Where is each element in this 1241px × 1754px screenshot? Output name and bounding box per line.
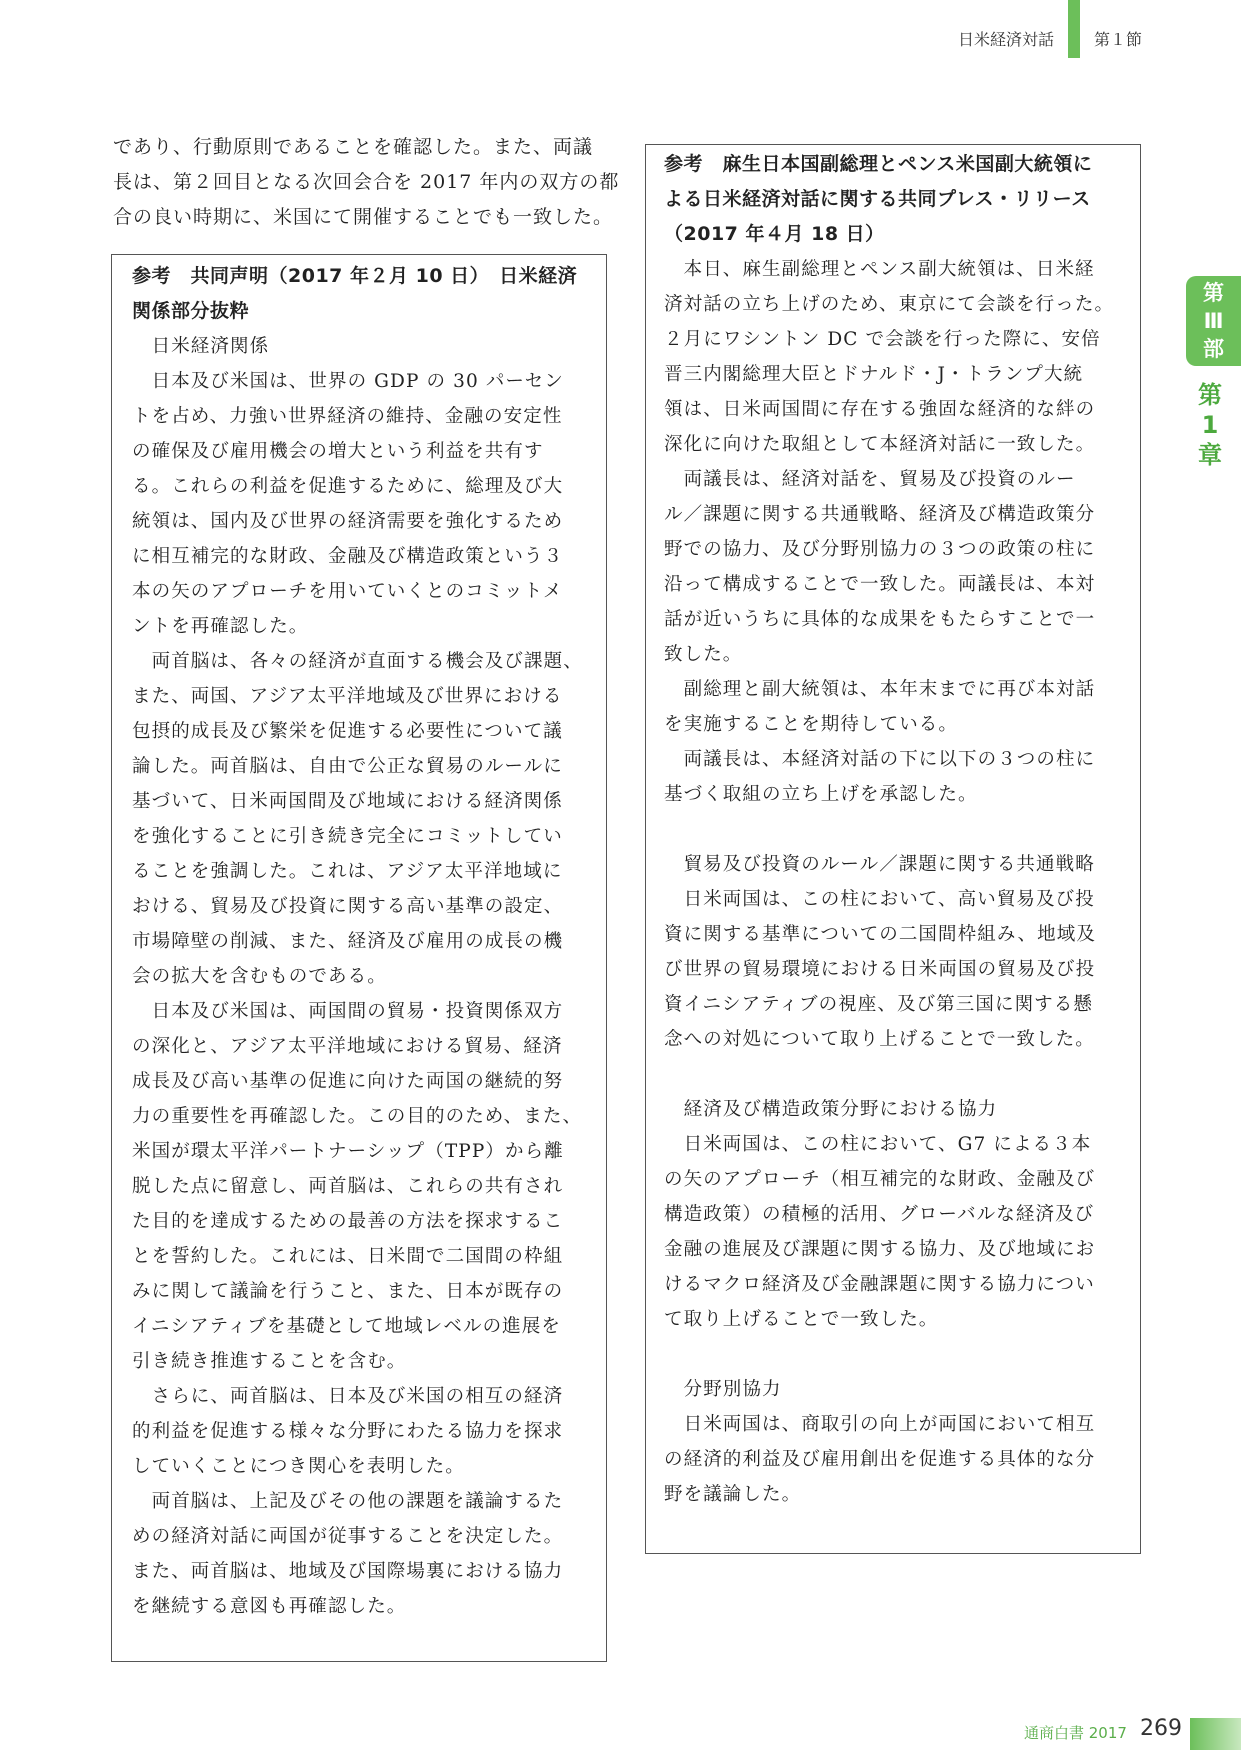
reference-box-joint-statement bbox=[111, 254, 607, 1662]
footer-publication-label: 通商白書 2017 bbox=[1024, 1724, 1127, 1742]
box-text-line: おける、貿易及び投資に関する高い基準の設定、 bbox=[132, 896, 564, 917]
box-text-line: 深化に向けた取組として本経済対話に一致した。 bbox=[664, 434, 1096, 455]
box-text-line: 基づく取組の立ち上げを承認した。 bbox=[664, 784, 978, 805]
box-text-line: 沿って構成することで一致した。両議長は、本対 bbox=[664, 574, 1096, 595]
box-text-line: の深化と、アジア太平洋地域における貿易、経済 bbox=[132, 1036, 563, 1057]
box-title-line: （2017 年４月 18 日） bbox=[664, 223, 885, 245]
box-title-line: 参考 麻生日本国副総理とペンス米国副大統領に bbox=[664, 153, 1093, 175]
box-text-line: る。これらの利益を促進するために、総理及び大 bbox=[132, 476, 564, 497]
box-text-line: 的利益を促進する様々な分野にわたる協力を探求 bbox=[132, 1421, 564, 1442]
box-text-line: ル／課題に関する共通戦略、経済及び構造政策分 bbox=[664, 504, 1096, 525]
box-text-line: 日本及び米国は、両国間の貿易・投資関係双方 bbox=[132, 1001, 564, 1022]
box-text-line: していくことにつき関心を表明した。 bbox=[132, 1456, 465, 1477]
chapter-label-char: 章 bbox=[1198, 441, 1222, 469]
box-text-line: 野を議論した。 bbox=[664, 1484, 802, 1505]
box-text-line: また、両国、アジア太平洋地域及び世界における bbox=[132, 686, 563, 707]
box-text-line: 日米両国は、この柱において、高い貿易及び投 bbox=[664, 889, 1095, 910]
box-text-line: 両首脳は、各々の経済が直面する機会及び課題、 bbox=[132, 651, 583, 672]
part-tab-char: 部 bbox=[1203, 337, 1224, 361]
box-text-line: 野での協力、及び分野別協力の３つの政策の柱に bbox=[664, 539, 1096, 560]
box-text-line: また、両首脳は、地域及び国際場裏における協力 bbox=[132, 1561, 564, 1582]
box-text-line: 脱した点に留意し、両首脳は、これらの共有され bbox=[132, 1176, 564, 1197]
box-text-line: の確保及び雇用機会の増大という利益を共有す bbox=[132, 441, 544, 462]
box-text-line: 成長及び高い基準の促進に向けた両国の継続的努 bbox=[132, 1071, 564, 1092]
header-accent-bar bbox=[1068, 0, 1080, 58]
intro-line: であり、行動原則であることを確認した。また、両議 bbox=[113, 136, 594, 158]
box-text-line: 米国が環太平洋パートナーシップ（TPP）から離 bbox=[132, 1141, 564, 1162]
box-text-line: び世界の貿易環境における日米両国の貿易及び投 bbox=[664, 959, 1096, 980]
box-text-line: を強化することに引き続き完全にコミットしてい bbox=[132, 826, 563, 847]
box-text-line: 致した。 bbox=[664, 644, 743, 665]
footer-accent-bar bbox=[1190, 1718, 1241, 1750]
box-text-line: 日米両国は、この柱において、G7 による３本 bbox=[664, 1134, 1092, 1155]
box-text-line: 日本及び米国は、世界の GDP の 30 パーセン bbox=[132, 371, 564, 392]
box-text-line: 両首脳は、上記及びその他の課題を議論するた bbox=[132, 1491, 564, 1512]
box-text-line: 分野別協力 bbox=[664, 1379, 782, 1400]
box-text-line: 引き続き推進することを含む。 bbox=[132, 1351, 407, 1372]
box-text-line: の矢のアプローチ（相互補完的な財政、金融及び bbox=[664, 1169, 1096, 1190]
box-text-line: 晋三内閣総理大臣とドナルド・J・トランプ大統 bbox=[664, 364, 1084, 385]
intro-line: 長は、第２回目となる次回会合を 2017 年内の双方の都 bbox=[113, 171, 620, 193]
chapter-label-char: 第 bbox=[1198, 381, 1222, 409]
box-text-line: ントを再確認した。 bbox=[132, 616, 309, 637]
box-text-line: 包摂的成長及び繁栄を促進する必要性について議 bbox=[132, 721, 563, 742]
box-text-line: けるマクロ経済及び金融課題に関する協力につい bbox=[664, 1274, 1095, 1295]
box-title-line: 参考 共同声明（2017 年２月 10 日） 日米経済 bbox=[132, 265, 578, 287]
box-text-line: 金融の進展及び課題に関する協力、及び地域にお bbox=[664, 1239, 1096, 1260]
box-text-line: イニシアティブを基礎として地域レベルの進展を bbox=[132, 1316, 561, 1337]
box-text-line: めの経済対話に両国が従事することを決定した。 bbox=[132, 1526, 564, 1547]
box-text-line: 念への対処について取り上げることで一致した。 bbox=[664, 1029, 1095, 1050]
box-text-line: 本の矢のアプローチを用いていくとのコミットメ bbox=[132, 581, 563, 602]
intro-line: 合の良い時期に、米国にて開催することでも一致した。 bbox=[113, 206, 614, 228]
box-text-line: 日米経済関係 bbox=[132, 336, 270, 357]
box-text-line: 構造政策）の積極的活用、グローバルな経済及び bbox=[664, 1204, 1095, 1225]
box-text-line: 済対話の立ち上げのため、東京にて会談を行った。 bbox=[664, 294, 1115, 315]
box-text-line: 話が近いうちに具体的な成果をもたらすことで一 bbox=[664, 609, 1096, 630]
box-text-line: 領は、日米両国間に存在する強固な経済的な絆の bbox=[664, 399, 1096, 420]
box-title-line: よる日米経済対話に関する共同プレス・リリース bbox=[664, 188, 1091, 210]
page-number: 269 bbox=[1140, 1716, 1182, 1741]
part-tab-char: Ⅲ bbox=[1203, 309, 1224, 333]
part-tab bbox=[1186, 276, 1241, 366]
chapter-label bbox=[1192, 380, 1228, 470]
box-text-line: 市場障壁の削減、また、経済及び雇用の成長の機 bbox=[132, 931, 564, 952]
box-text-line: 経済及び構造政策分野における協力 bbox=[664, 1099, 998, 1120]
reference-box-press-release bbox=[645, 144, 1141, 1554]
box-text-line: 会の拡大を含むものである。 bbox=[132, 966, 387, 987]
box-text-line: に相互補完的な財政、金融及び構造政策という３ bbox=[132, 546, 564, 567]
box-text-line: 副総理と副大統領は、本年末までに再び本対話 bbox=[664, 679, 1096, 700]
box-text-line: 両議長は、本経済対話の下に以下の３つの柱に bbox=[664, 749, 1096, 770]
box-text-line: た目的を達成するための最善の方法を探求するこ bbox=[132, 1211, 564, 1232]
box-text-line: ２月にワシントン DC で会談を行った際に、安倍 bbox=[664, 329, 1101, 350]
box-text-line: トを占め、力強い世界経済の維持、金融の安定性 bbox=[132, 406, 563, 427]
box-text-line: ることを強調した。これは、アジア太平洋地域に bbox=[132, 861, 563, 882]
box-text-line: 統領は、国内及び世界の経済需要を強化するため bbox=[132, 511, 564, 532]
box-text-line: 日米両国は、商取引の向上が両国において相互 bbox=[664, 1414, 1096, 1435]
box-text-line: 本日、麻生副総理とペンス副大統領は、日米経 bbox=[664, 259, 1095, 280]
box-text-line: の経済的利益及び雇用創出を促進する具体的な分 bbox=[664, 1449, 1096, 1470]
running-header-title: 日米経済対話 bbox=[958, 30, 1055, 49]
box-text-line: みに関して議論を行うこと、また、日本が既存の bbox=[132, 1281, 564, 1302]
box-title-line: 関係部分抜粋 bbox=[132, 300, 250, 322]
box-text-line: 資に関する基準についての二国間枠組み、地域及 bbox=[664, 924, 1096, 945]
running-header-section: 第１節 bbox=[1094, 30, 1143, 49]
box-text-line: 貿易及び投資のルール／課題に関する共通戦略 bbox=[664, 854, 1095, 875]
box-text-line: 資イニシアティブの視座、及び第三国に関する懸 bbox=[664, 994, 1093, 1015]
box-text-line: を実施することを期待している。 bbox=[664, 714, 959, 735]
box-text-line: て取り上げることで一致した。 bbox=[664, 1309, 939, 1330]
box-text-line: 力の重要性を再確認した。この目的のため、また、 bbox=[132, 1106, 583, 1127]
part-tab-char: 第 bbox=[1203, 281, 1224, 305]
box-text-line: 論した。両首脳は、自由で公正な貿易のルールに bbox=[132, 756, 563, 777]
box-text-line: さらに、両首脳は、日本及び米国の相互の経済 bbox=[132, 1386, 564, 1407]
box-text-line: 基づいて、日米両国間及び地域における経済関係 bbox=[132, 791, 563, 812]
box-text-line: 両議長は、経済対話を、貿易及び投資のルー bbox=[664, 469, 1076, 490]
chapter-label-char: 1 bbox=[1201, 411, 1219, 439]
box-text-line: とを誓約した。これには、日米間で二国間の枠組 bbox=[132, 1246, 564, 1267]
box-text-line: を継続する意図も再確認した。 bbox=[132, 1596, 407, 1617]
